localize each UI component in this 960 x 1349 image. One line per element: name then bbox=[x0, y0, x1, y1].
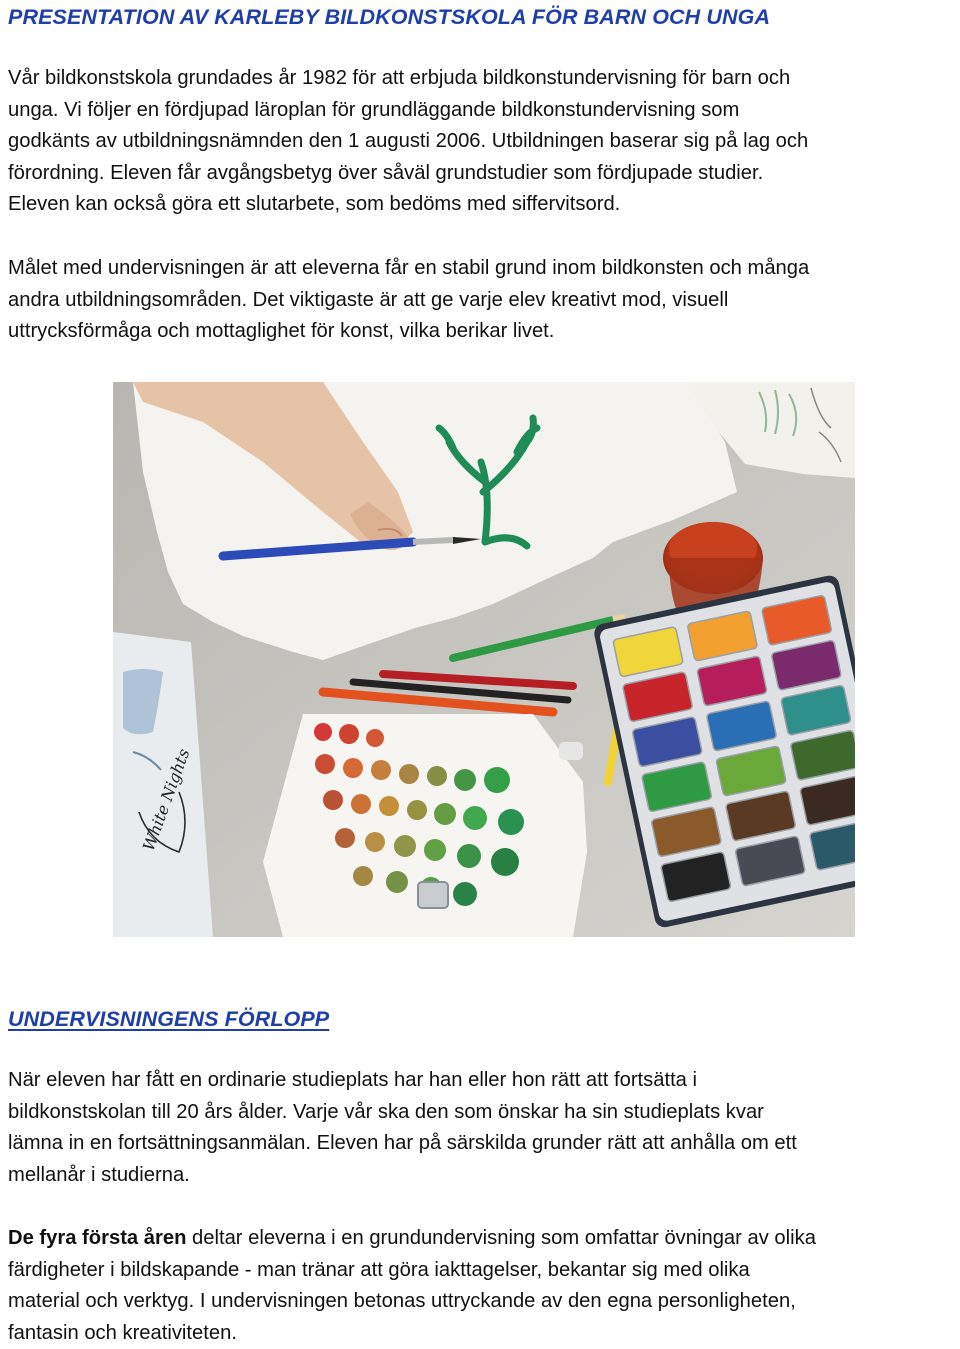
text-line: bildkonstskolan till 20 års ålder. Varje vår ska den som önskar ha sin studieplats kvar bbox=[8, 1097, 958, 1129]
box-label: White Nights bbox=[139, 746, 194, 853]
text-line: När eleven har fått en ordinarie studieplats har han eller hon rätt att fortsätta i bbox=[8, 1065, 958, 1097]
text-line: andra utbildningsområden. Det viktigaste är att ge varje elev kreativt mod, visuell bbox=[8, 285, 958, 317]
watercolor-painting-photo bbox=[113, 382, 855, 937]
text-line bbox=[8, 1223, 958, 1255]
section-heading: UNDERVISNINGENS FÖRLOPP bbox=[8, 1007, 329, 1032]
text-line: godkänts av utbildningsnämnden den 1 augusti 2006. Utbildningen baserar sig på lag och bbox=[8, 126, 958, 158]
text-line: mellanår i studierna. bbox=[8, 1160, 958, 1192]
text-line: Eleven kan också göra ett slutarbete, som bedöms med siffervitsord. bbox=[8, 189, 958, 221]
text-line: förordning. Eleven får avgångsbetyg över såväl grundstudier som fördjupade studier. bbox=[8, 158, 958, 190]
text-line: uttrycksförmåga och mottaglighet för konst, vilka berikar livet. bbox=[8, 316, 958, 348]
text-line: lämna in en fortsättningsanmälan. Eleven har på särskilda grunder rätt att anhålla om ett bbox=[8, 1128, 958, 1160]
bold-lead: De fyra första åren bbox=[8, 1227, 186, 1249]
text-line: unga. Vi följer en fördjupad läroplan för grundläggande bildkonstundervisning som bbox=[8, 95, 958, 127]
text-line: Målet med undervisningen är att eleverna får en stabil grund inom bildkonsten och många bbox=[8, 253, 958, 285]
goal-paragraph bbox=[8, 253, 958, 348]
first-years-paragraph bbox=[8, 1223, 958, 1349]
text-line: Vår bildkonstskola grundades år 1982 för att erbjuda bildkonstundervisning för barn och bbox=[8, 63, 958, 95]
course-paragraph bbox=[8, 1065, 958, 1191]
text-line: färdigheter i bildskapande - man tränar att göra iakttagelser, bekantar sig med olika bbox=[8, 1255, 958, 1287]
lead-rest: deltar eleverna i en grundundervisning som omfattar övningar av olika bbox=[186, 1227, 816, 1249]
text-line: material och verktyg. I undervisningen betonas uttryckande av den egna personligheten, bbox=[8, 1286, 958, 1318]
intro-paragraph bbox=[8, 63, 958, 221]
page-title: PRESENTATION AV KARLEBY BILDKONSTSKOLA FÖR BARN OCH UNGA bbox=[8, 5, 770, 30]
text-line: fantasin och kreativiteten. bbox=[8, 1318, 958, 1349]
